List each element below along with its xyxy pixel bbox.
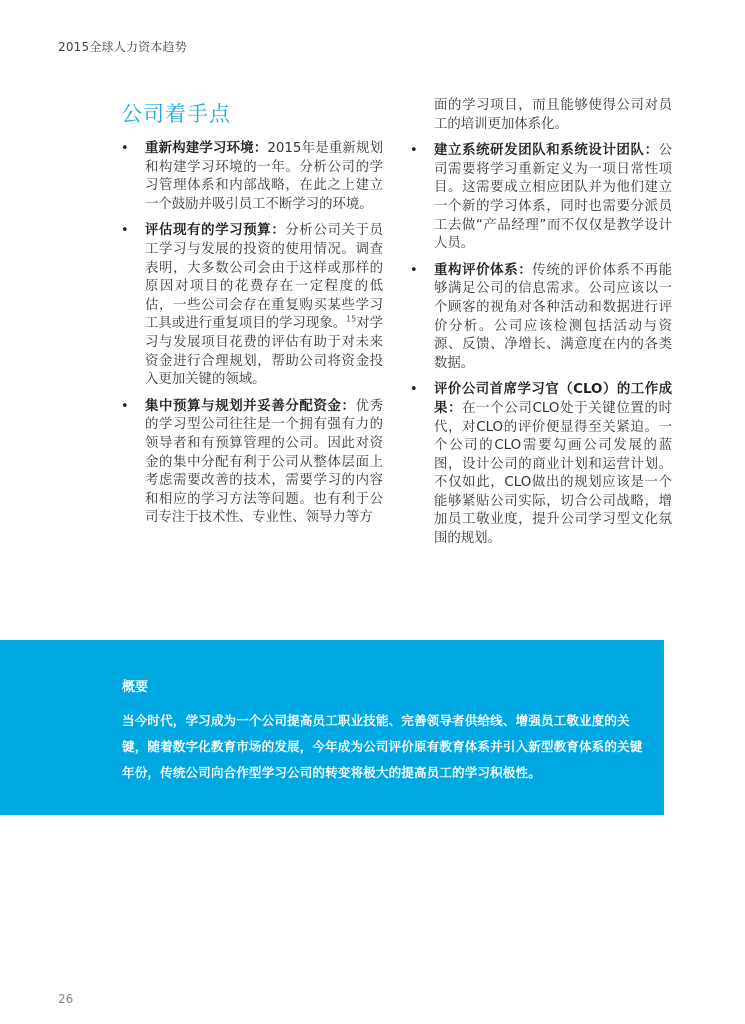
right-column: [410, 97, 672, 557]
bullet-icon: •: [410, 143, 418, 159]
page-number: 26: [58, 992, 74, 1006]
item-body: 在一个公司CLO处于关键位置的时代，对CLO的评价便显得至关紧迫。一个公司的CLO需要勾画公司发展的蓝图，设计公司的商业计划和运营计划。不仅如此，CLO做出的规划应该是一个能够紧贴公司实际，切合公司战略，增加员工敬业度，提升公司学习型文化氛围的规划。: [434, 400, 673, 547]
item-lead: 建立系统研发团队和系统设计团队：: [434, 143, 659, 159]
summary-title: 概要: [122, 680, 149, 695]
running-header: 2015全球人力资本趋势: [58, 40, 187, 54]
item-lead: 评估现有的学习预算：: [145, 223, 286, 239]
summary-body: 当今时代，学习成为一个公司提高员工职业技能、完善领导者供给线、增强员工敬业度的关键，随着数字化教育市场的发展，今年成为公司评价原有教育体系并引入新型教育体系的关键年份，传统公司向合作型学习公司的转变将极大的提高员工的学习积极性。: [122, 713, 643, 780]
item-body: 分析公司关于员工学习与发展的投资的使用情况。调查表明，大多数公司会由于这样或那样的原因对项目的花费存在一定程度的低估，一些公司会存在重复购买某些学习工具或进行重复项目的学习现象。: [145, 223, 384, 332]
item-body: 公司需要将学习重新定义为一项日常性项目。这需要成立相应团队并为他们建立一个新的学习体系，同时也需要分派员工去做“产品经理”而不仅仅是教学设计人员。: [434, 143, 672, 252]
section-title: 公司着手点: [121, 102, 231, 126]
item-body: 优秀的学习型公司往往是一个拥有强有力的领导者和有预算管理的公司。因此对资金的集中分配有利于公司从整体层面上考虑需要改善的技术，需要学习的内容和相应的学习方法等问题。也有利于公司专注于技术性、专业性、领导力等方: [145, 398, 384, 526]
list-item: [410, 262, 672, 374]
left-column: [121, 140, 383, 536]
list-item: [121, 222, 383, 389]
continuation-text: 面的学习项目，而且能够使得公司对员工的培训更加体系化。: [434, 98, 672, 132]
item-lead: 重新构建学习环境：: [145, 141, 268, 156]
item-lead: 重构评价体系：: [434, 262, 533, 278]
bullet-icon: •: [121, 223, 129, 239]
footnote-marker: 15: [346, 314, 357, 324]
item-lead: 评价公司首席学习官（CLO）的工作成果：: [434, 382, 672, 416]
item-lead: 集中预算与规划并妥善分配资金：: [145, 398, 356, 414]
list-item: [121, 140, 383, 214]
summary-box: [0, 640, 664, 815]
bullet-icon: •: [410, 382, 418, 398]
bullet-icon: •: [121, 398, 129, 414]
bullet-icon: •: [410, 262, 418, 278]
item-body-after: 对学习与发展项目花费的评估有助于对未来资金进行合理规划，帮助公司将资金投入更加关键的领域。: [145, 316, 384, 388]
list-item: [410, 142, 672, 254]
list-item: [410, 381, 672, 548]
item-body: 2015年是重新规划和构建学习环境的一年。分析公司的学习管理体系和内部战略，在此之上建立一个鼓励并吸引员工不断学习的环境。: [145, 141, 384, 212]
list-item: [121, 398, 383, 528]
item-body: 传统的评价体系不再能够满足公司的信息需求。公司应该以一个顾客的视角对各种活动和数据进行评价分析。公司应该检测包括活动与资源、反馈、净增长、满意度在内的各类数据。: [434, 262, 673, 371]
bullet-icon: •: [121, 141, 129, 156]
